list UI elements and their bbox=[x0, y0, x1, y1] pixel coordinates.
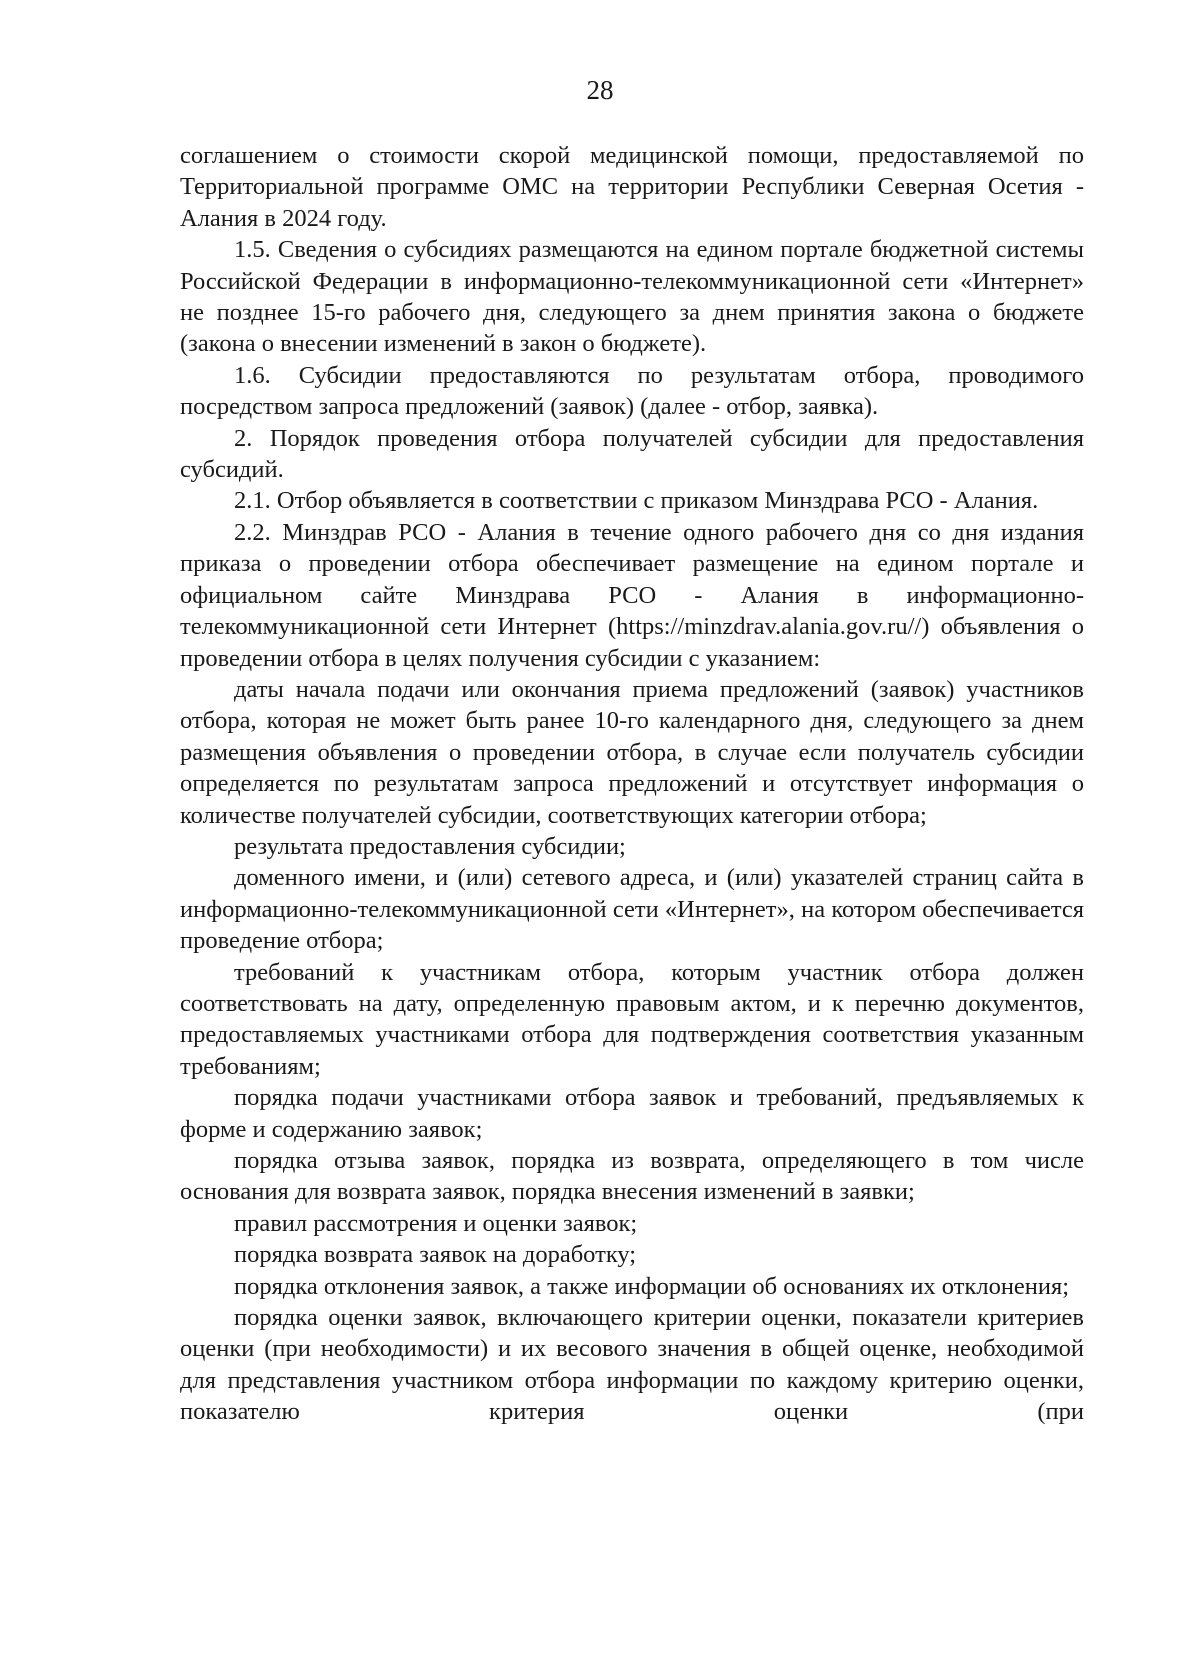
paragraph-continuation: соглашением о стоимости скорой медицинской помощи, предоставляемой по Территориальной программе ОМС на территории Республики Северная Осетия - Алания в 2024 году. bbox=[180, 142, 1084, 232]
list-item-evaluation-procedure: порядка оценки заявок, включающего критерии оценки, показатели критериев оценки (при необходимости) и их весового значения в общей оценке, необходимой для представления участником отбора информации по каждому критерию оценки, показателю критерия оценки (при bbox=[180, 1304, 1084, 1426]
list-item-submission-procedure: порядка подачи участниками отбора заявок и требований, предъявляемых к форме и содержанию заявок; bbox=[180, 1084, 1084, 1143]
list-item-return-for-revision: порядка возврата заявок на доработку; bbox=[234, 1241, 637, 1269]
list-item-withdrawal-procedure: порядка отзыва заявок, порядка из возврата, определяющего в том числе основания для возврата заявок, порядка внесения изменений в заявки; bbox=[180, 1147, 1084, 1206]
list-item-review-rules: правил рассмотрения и оценки заявок; bbox=[234, 1209, 638, 1237]
list-item-subsidy-result: результата предоставления субсидии; bbox=[234, 832, 626, 860]
list-item-application-dates: даты начала подачи или окончания приема предложений (заявок) участников отбора, которая не может быть ранее 10-го календарного дня, следующего за днем размещения объявления о проведении отбора, в случае если получатель субсидии определяется по результатам запроса предложений и отсутствует информация о количестве получателей субсидии, соответствующих категории отбора; bbox=[180, 675, 1084, 829]
page-number: 28 bbox=[586, 75, 614, 105]
paragraph-2-1: 2.1. Отбор объявляется в соответствии с приказом Минздрава РСО - Алания. bbox=[234, 487, 1039, 515]
paragraph-2: 2. Порядок проведения отбора получателей субсидии для предоставления субсидий. bbox=[180, 424, 1084, 484]
paragraph-2-2: 2.2. Минздрав РСО - Алания в течение одного рабочего дня со дня издания приказа о проведении отбора обеспечивает размещение на едином портале и официальном сайте Минздрава РСО - Алания в информационно-телекоммуникационной сети Интернет (https://minzdrav.alania.gov.ru//) объявления о проведении отбора в целях получения субсидии с указанием: bbox=[180, 518, 1084, 672]
list-item-rejection-procedure: порядка отклонения заявок, а также информации об основаниях их отклонения; bbox=[234, 1272, 1070, 1300]
paragraph-1-5: 1.5. Сведения о субсидиях размещаются на едином портале бюджетной системы Российской Федерации в информационно-телекоммуникационной сети «Интернет» не позднее 15-го рабочего дня, следующего за днем принятия закона о бюджете (закона о внесении изменений в закон о бюджете). bbox=[180, 236, 1084, 358]
paragraph-1-6: 1.6. Субсидии предоставляются по результатам отбора, проводимого посредством запроса предложений (заявок) (далее - отбор, заявка). bbox=[180, 361, 1084, 421]
document-text bbox=[180, 140, 1084, 1428]
list-item-domain-name: доменного имени, и (или) сетевого адреса, и (или) указателей страниц сайта в информационно-телекоммуникационной сети «Интернет», на котором обеспечивается проведение отбора; bbox=[180, 864, 1084, 955]
list-item-participant-requirements: требований к участникам отбора, которым участник отбора должен соответствовать на дату, определенную правовым актом, и к перечню документов, предоставляемых участниками отбора для подтверждения соответствия указанным требованиям; bbox=[180, 958, 1084, 1080]
